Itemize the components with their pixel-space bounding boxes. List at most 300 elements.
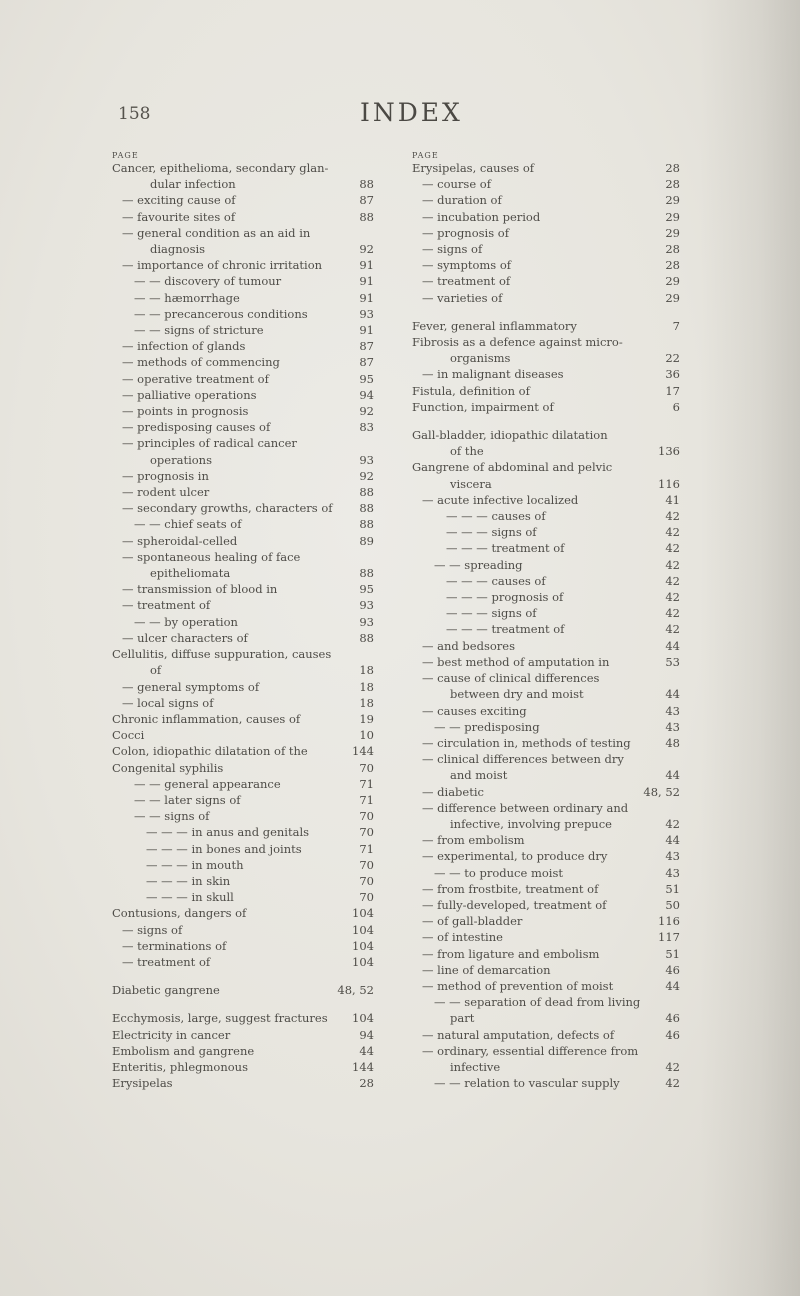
index-entry-page: 83 xyxy=(359,420,374,435)
index-entry xyxy=(412,241,680,257)
index-entry xyxy=(412,257,680,273)
index-entry-text: — — — in anus and genitals xyxy=(146,825,310,840)
index-entry-text: — from ligature and embolism xyxy=(422,946,600,961)
index-entry-page: 44 xyxy=(665,638,680,653)
index-entry-page: 95 xyxy=(359,371,374,386)
index-entry-page: 42 xyxy=(665,557,680,572)
index-entry xyxy=(412,350,680,366)
index-entry-text: Cancer, epithelioma, secondary glan- xyxy=(112,161,329,175)
index-entry-text: — favourite sites of xyxy=(122,209,236,224)
index-entry-text: — spheroidal-celled xyxy=(122,533,238,548)
index-entry-text: — — — in mouth xyxy=(146,857,244,872)
index-entry-text: — palliative operations xyxy=(122,387,257,402)
index-entry-page: 10 xyxy=(359,728,374,743)
index-entry-text: — — general appearance xyxy=(134,776,281,791)
index-entry-text: Function, impairment of xyxy=(412,399,554,414)
index-entry-text: — terminations of xyxy=(122,938,227,953)
index-entry-text: Fibrosis as a defence against micro- xyxy=(412,335,623,350)
index-entry-page: 29 xyxy=(665,274,680,289)
index-entry-text: — from embolism xyxy=(422,833,525,848)
index-entry-page: 43 xyxy=(665,719,680,734)
index-entry-page: 104 xyxy=(352,922,374,937)
index-entry-text: — — — causes of xyxy=(446,573,546,588)
index-entry xyxy=(112,581,374,597)
index-entry xyxy=(112,257,374,273)
index-entry-page: 93 xyxy=(359,598,374,613)
index-entry-page: 88 xyxy=(359,517,374,532)
index-entry xyxy=(412,913,680,929)
index-entry xyxy=(412,589,680,605)
index-entry-text: — prognosis in xyxy=(122,468,209,483)
index-entry xyxy=(412,865,680,881)
index-entry-page: 71 xyxy=(359,841,374,856)
index-entry-text: — difference between ordinary and xyxy=(422,800,629,815)
index-entry-text: — ulcer characters of xyxy=(122,630,248,645)
index-entry-text: — and bedsores xyxy=(422,638,515,653)
index-entry xyxy=(112,452,374,468)
index-entry-text: — — — prognosis of xyxy=(446,590,564,605)
index-entry-page: 43 xyxy=(665,703,680,718)
index-entry-text: — — chief seats of xyxy=(134,517,242,532)
index-entry-text: of xyxy=(150,663,162,678)
index-entry xyxy=(412,670,680,686)
index-entry-text: — infection of glands xyxy=(122,339,246,354)
index-entry xyxy=(112,322,374,338)
index-entry-text: — of intestine xyxy=(422,930,503,945)
index-entry-page: 104 xyxy=(352,1011,374,1026)
index-entry-text: Gangrene of abdominal and pelvic xyxy=(412,460,613,475)
index-entry xyxy=(412,962,680,978)
index-entry xyxy=(112,338,374,354)
index-entry xyxy=(112,419,374,435)
index-entry-text: — method of prevention of moist xyxy=(422,978,614,993)
index-entry xyxy=(412,703,680,719)
index-entry xyxy=(112,484,374,500)
index-entry xyxy=(112,760,374,776)
index-entry xyxy=(112,371,374,387)
index-entry-text: Colon, idiopathic dilatation of the xyxy=(112,744,308,759)
index-entry-text: Congenital syphilis xyxy=(112,760,224,775)
index-entry xyxy=(412,1027,680,1043)
index-entry-text: — exciting cause of xyxy=(122,193,236,208)
index-entry-page: 44 xyxy=(665,978,680,993)
index-entry-page: 94 xyxy=(359,1027,374,1042)
index-entry xyxy=(412,848,680,864)
index-entry xyxy=(112,841,374,857)
index-entry-page: 44 xyxy=(665,833,680,848)
index-entry-page: 28 xyxy=(665,161,680,175)
index-entry-page: 51 xyxy=(665,946,680,961)
index-entry-text: and moist xyxy=(450,768,508,783)
index-entry xyxy=(112,435,374,451)
index-entry-text: Electricity in cancer xyxy=(112,1027,231,1042)
index-entry-page: 71 xyxy=(359,776,374,791)
index-entry xyxy=(412,1059,680,1075)
index-entry xyxy=(412,366,680,382)
index-entry-text: — general symptoms of xyxy=(122,679,260,694)
index-entry xyxy=(412,784,680,800)
index-entry xyxy=(412,1010,680,1026)
index-entry xyxy=(112,241,374,257)
index-entry-page: 88 xyxy=(359,501,374,516)
index-entry xyxy=(412,800,680,816)
page-edge-shadow xyxy=(700,0,800,1296)
index-entry-text: Embolism and gangrene xyxy=(112,1043,255,1058)
index-entry-page: 94 xyxy=(359,387,374,402)
index-entry xyxy=(412,751,680,767)
index-entry xyxy=(412,318,680,334)
index-entry-page: 117 xyxy=(658,930,680,945)
index-entry-page: 93 xyxy=(359,306,374,321)
index-entry-page: 87 xyxy=(359,339,374,354)
index-entry-page: 46 xyxy=(665,1027,680,1042)
index-entry-page: 104 xyxy=(352,938,374,953)
index-entry xyxy=(412,557,680,573)
index-entry-text: PAGE xyxy=(412,151,439,160)
index-entry xyxy=(412,1043,680,1059)
index-entry xyxy=(412,929,680,945)
index-entry xyxy=(112,516,374,532)
index-entry-page: 88 xyxy=(359,485,374,500)
index-entry-page: 91 xyxy=(359,290,374,305)
index-entry xyxy=(112,711,374,727)
index-entry xyxy=(412,686,680,702)
index-entry xyxy=(112,468,374,484)
index-entry-text: — diabetic xyxy=(422,784,484,799)
index-entry-page: 28 xyxy=(359,1076,374,1091)
index-entry-page: 136 xyxy=(658,444,680,459)
index-entry-text: Erysipelas, causes of xyxy=(412,161,535,175)
index-entry-page: 43 xyxy=(665,849,680,864)
index-entry-text: — duration of xyxy=(422,193,502,208)
index-entry xyxy=(412,225,680,241)
index-entry-page: 92 xyxy=(359,404,374,419)
index-entry-page: 29 xyxy=(665,290,680,305)
index-entry-page: 29 xyxy=(665,193,680,208)
index-entry xyxy=(112,225,374,241)
index-entry-text: — secondary growths, characters of xyxy=(122,501,333,516)
index-entry xyxy=(112,1027,374,1043)
index-entry xyxy=(412,946,680,962)
index-entry-page: 19 xyxy=(359,711,374,726)
index-entry xyxy=(412,540,680,556)
index-entry xyxy=(412,290,680,306)
index-entry xyxy=(412,654,680,670)
index-column-right xyxy=(412,148,680,1091)
index-entry-page: 48, 52 xyxy=(337,983,374,998)
index-entry-text: between dry and moist xyxy=(450,687,584,702)
index-entry xyxy=(412,638,680,654)
index-entry xyxy=(112,873,374,889)
index-entry-text: — — later signs of xyxy=(134,792,241,807)
index-entry xyxy=(112,192,374,208)
index-entry-page: 42 xyxy=(665,509,680,524)
index-entry-text: — spontaneous healing of face xyxy=(122,549,301,564)
index-entry-text: — — separation of dead from living xyxy=(434,995,641,1010)
index-entry xyxy=(412,334,680,350)
index-entry xyxy=(412,459,680,475)
index-entry-text: infective xyxy=(450,1059,501,1074)
index-entry-text: — prognosis of xyxy=(422,225,509,240)
index-entry xyxy=(412,767,680,783)
index-entry-page: 91 xyxy=(359,274,374,289)
index-entry xyxy=(412,719,680,735)
index-entry-text: — acute infective localized xyxy=(422,492,579,507)
index-entry-page: 116 xyxy=(658,476,680,491)
index-entry xyxy=(112,1010,374,1026)
index-entry-text: — points in prognosis xyxy=(122,404,249,419)
index-entry xyxy=(112,387,374,403)
index-entry-text: — signs of xyxy=(422,242,483,257)
index-entry-text: part xyxy=(450,1011,475,1026)
index-entry-text: — — by operation xyxy=(134,614,238,629)
index-entry xyxy=(112,290,374,306)
index-entry-page: 71 xyxy=(359,792,374,807)
index-entry xyxy=(412,476,680,492)
index-entry xyxy=(112,857,374,873)
index-entry-text: PAGE xyxy=(112,151,139,160)
index-entry-text: — treatment of xyxy=(422,274,511,289)
index-entry-page: 44 xyxy=(665,687,680,702)
index-entry-page: 88 xyxy=(359,209,374,224)
index-entry-page: 42 xyxy=(665,573,680,588)
index-entry-page: 48, 52 xyxy=(643,784,680,799)
index-entry xyxy=(112,597,374,613)
index-entry xyxy=(412,160,680,176)
index-entry-text: — local signs of xyxy=(122,695,214,710)
index-entry-page: 93 xyxy=(359,452,374,467)
index-entry xyxy=(412,881,680,897)
index-entry-page: 116 xyxy=(658,914,680,929)
index-entry-text: — — — in skull xyxy=(146,890,234,905)
index-entry xyxy=(412,383,680,399)
index-entry-page: 29 xyxy=(665,209,680,224)
index-entry xyxy=(112,354,374,370)
index-entry-page: 44 xyxy=(359,1043,374,1058)
page-number: 158 xyxy=(118,104,151,124)
index-entry xyxy=(112,160,374,176)
index-entry-text: — — hæmorrhage xyxy=(134,290,240,305)
index-entry-page: 92 xyxy=(359,242,374,257)
index-entry xyxy=(112,792,374,808)
index-entry xyxy=(412,427,680,443)
index-entry-page: 22 xyxy=(665,351,680,366)
index-entry xyxy=(112,776,374,792)
index-entry-text: Cocci xyxy=(112,728,145,743)
index-entry-text: — — — treatment of xyxy=(446,622,565,637)
index-entry xyxy=(112,743,374,759)
index-entry-page: 92 xyxy=(359,468,374,483)
index-entry xyxy=(112,500,374,516)
index-entry-page: 46 xyxy=(665,962,680,977)
index-entry xyxy=(112,209,374,225)
index-entry xyxy=(112,1059,374,1075)
index-entry xyxy=(412,508,680,524)
index-entry xyxy=(112,922,374,938)
index-entry-page: 29 xyxy=(665,225,680,240)
index-entry xyxy=(412,209,680,225)
index-entry-page: 18 xyxy=(359,663,374,678)
index-entry-text: — principles of radical cancer xyxy=(122,436,297,451)
index-entry-page: 70 xyxy=(359,890,374,905)
index-entry xyxy=(112,824,374,840)
index-entry-page: 6 xyxy=(672,399,680,414)
index-entry xyxy=(112,905,374,921)
index-entry-text: — natural amputation, defects of xyxy=(422,1027,615,1042)
index-entry-page: 43 xyxy=(665,865,680,880)
index-entry-page: 41 xyxy=(665,492,680,507)
index-entry-page: 42 xyxy=(665,606,680,621)
index-entry-page: 87 xyxy=(359,193,374,208)
index-entry-page: 46 xyxy=(665,1011,680,1026)
index-entry-text: — — — signs of xyxy=(446,525,537,540)
index-entry-page: 18 xyxy=(359,679,374,694)
index-entry-text: — predisposing causes of xyxy=(122,420,271,435)
index-entry xyxy=(412,524,680,540)
index-entry-page: 91 xyxy=(359,323,374,338)
index-entry-text: — symptoms of xyxy=(422,258,512,273)
index-entry-page: 42 xyxy=(665,816,680,831)
index-entry xyxy=(112,695,374,711)
index-entry-page: 144 xyxy=(352,744,374,759)
index-entry-text: Fever, general inflammatory xyxy=(412,318,577,333)
index-entry-text: — clinical differences between dry xyxy=(422,752,624,767)
index-entry-text: Enteritis, phlegmonous xyxy=(112,1059,248,1074)
index-entry xyxy=(112,533,374,549)
index-entry-text: — general condition as an aid in xyxy=(122,225,311,240)
index-entry xyxy=(412,443,680,459)
index-entry xyxy=(412,621,680,637)
index-entry-text: Chronic inflammation, causes of xyxy=(112,711,301,726)
index-entry-text: — — to produce moist xyxy=(434,865,563,880)
index-entry xyxy=(412,735,680,751)
index-entry-text: — — relation to vascular supply xyxy=(434,1076,620,1091)
index-entry-text: — — precancerous conditions xyxy=(134,306,308,321)
index-entry-text: diagnosis xyxy=(150,242,206,257)
index-entry xyxy=(112,614,374,630)
index-entry-text: dular infection xyxy=(150,177,236,192)
index-entry-text: — transmission of blood in xyxy=(122,582,278,597)
index-entry-page: 28 xyxy=(665,258,680,273)
index-entry-text: — — — in bones and joints xyxy=(146,841,302,856)
index-entry-text: — importance of chronic irritation xyxy=(122,258,323,273)
index-entry xyxy=(112,176,374,192)
index-entry-text: — — discovery of tumour xyxy=(134,274,282,289)
index-entry xyxy=(112,982,374,998)
index-entry xyxy=(112,938,374,954)
index-entry xyxy=(412,1075,680,1091)
page-column-heading xyxy=(412,148,680,160)
index-entry-text: Diabetic gangrene xyxy=(112,983,220,998)
index-entry-page: 42 xyxy=(665,590,680,605)
index-entry-text: — — spreading xyxy=(434,557,523,572)
index-entry-text: — causes exciting xyxy=(422,703,527,718)
index-entry xyxy=(112,662,374,678)
index-entry-page: 7 xyxy=(672,318,680,333)
index-entry xyxy=(412,897,680,913)
index-entry-text: — treatment of xyxy=(122,954,211,969)
index-entry-text: — in malignant diseases xyxy=(422,367,564,382)
index-entry xyxy=(112,954,374,970)
index-entry-page: 70 xyxy=(359,825,374,840)
index-entry xyxy=(112,727,374,743)
index-entry-text: — circulation in, methods of testing xyxy=(422,735,631,750)
index-entry-page: 70 xyxy=(359,760,374,775)
index-entry xyxy=(412,605,680,621)
index-entry-text: organisms xyxy=(450,351,511,366)
index-entry xyxy=(112,646,374,662)
index-entry-text: — fully-developed, treatment of xyxy=(422,897,607,912)
index-entry-text: of the xyxy=(450,444,484,459)
index-entry xyxy=(412,994,680,1010)
index-entry-page: 42 xyxy=(665,541,680,556)
index-entry-text: — signs of xyxy=(122,922,183,937)
index-entry-page: 50 xyxy=(665,897,680,912)
index-entry-text: — varieties of xyxy=(422,290,503,305)
index-entry xyxy=(412,192,680,208)
page-title: INDEX xyxy=(360,98,463,127)
index-entry-page: 28 xyxy=(665,242,680,257)
index-entry xyxy=(112,549,374,565)
index-entry xyxy=(412,832,680,848)
index-entry-page: 51 xyxy=(665,881,680,896)
index-entry-page: 28 xyxy=(665,177,680,192)
index-entry-text: Gall-bladder, idiopathic dilatation xyxy=(412,428,608,443)
index-entry-text: — treatment of xyxy=(122,598,211,613)
index-entry-text: — — — causes of xyxy=(446,509,546,524)
index-entry xyxy=(412,273,680,289)
index-entry-page: 88 xyxy=(359,630,374,645)
index-entry xyxy=(112,306,374,322)
index-entry-text: Cellulitis, diffuse suppuration, causes xyxy=(112,647,332,662)
index-entry-text: — best method of amputation in xyxy=(422,654,610,669)
index-entry xyxy=(412,492,680,508)
index-entry-text: — — signs of stricture xyxy=(134,323,264,338)
index-entry xyxy=(112,403,374,419)
index-entry-page: 42 xyxy=(665,525,680,540)
index-entry-text: — experimental, to produce dry xyxy=(422,849,608,864)
index-entry-text: — — signs of xyxy=(134,809,210,824)
index-entry-text: — — predisposing xyxy=(434,719,540,734)
index-entry-page: 87 xyxy=(359,355,374,370)
index-entry-text: — from frostbite, treatment of xyxy=(422,881,599,896)
index-entry-text: — of gall-bladder xyxy=(422,914,523,929)
index-entry-page: 93 xyxy=(359,614,374,629)
index-entry-page: 48 xyxy=(665,735,680,750)
index-entry-text: — cause of clinical differences xyxy=(422,671,600,686)
index-entry-text: viscera xyxy=(450,476,492,491)
index-entry-text: Erysipelas xyxy=(112,1076,173,1091)
index-entry xyxy=(112,565,374,581)
index-entry-page: 70 xyxy=(359,857,374,872)
index-entry-text: — rodent ulcer xyxy=(122,485,210,500)
index-entry-text: — line of demarcation xyxy=(422,962,551,977)
index-entry xyxy=(412,816,680,832)
index-entry-page: 91 xyxy=(359,258,374,273)
index-entry xyxy=(412,176,680,192)
index-entry xyxy=(412,573,680,589)
index-entry xyxy=(112,630,374,646)
index-entry xyxy=(112,1043,374,1059)
index-entry-text: infective, involving prepuce xyxy=(450,816,612,831)
index-entry-text: — operative treatment of xyxy=(122,371,269,386)
index-entry-page: 42 xyxy=(665,1076,680,1091)
index-entry xyxy=(412,399,680,415)
index-entry-text: — — — signs of xyxy=(446,606,537,621)
index-entry xyxy=(112,808,374,824)
index-entry-text: — incubation period xyxy=(422,209,541,224)
index-entry-page: 36 xyxy=(665,367,680,382)
